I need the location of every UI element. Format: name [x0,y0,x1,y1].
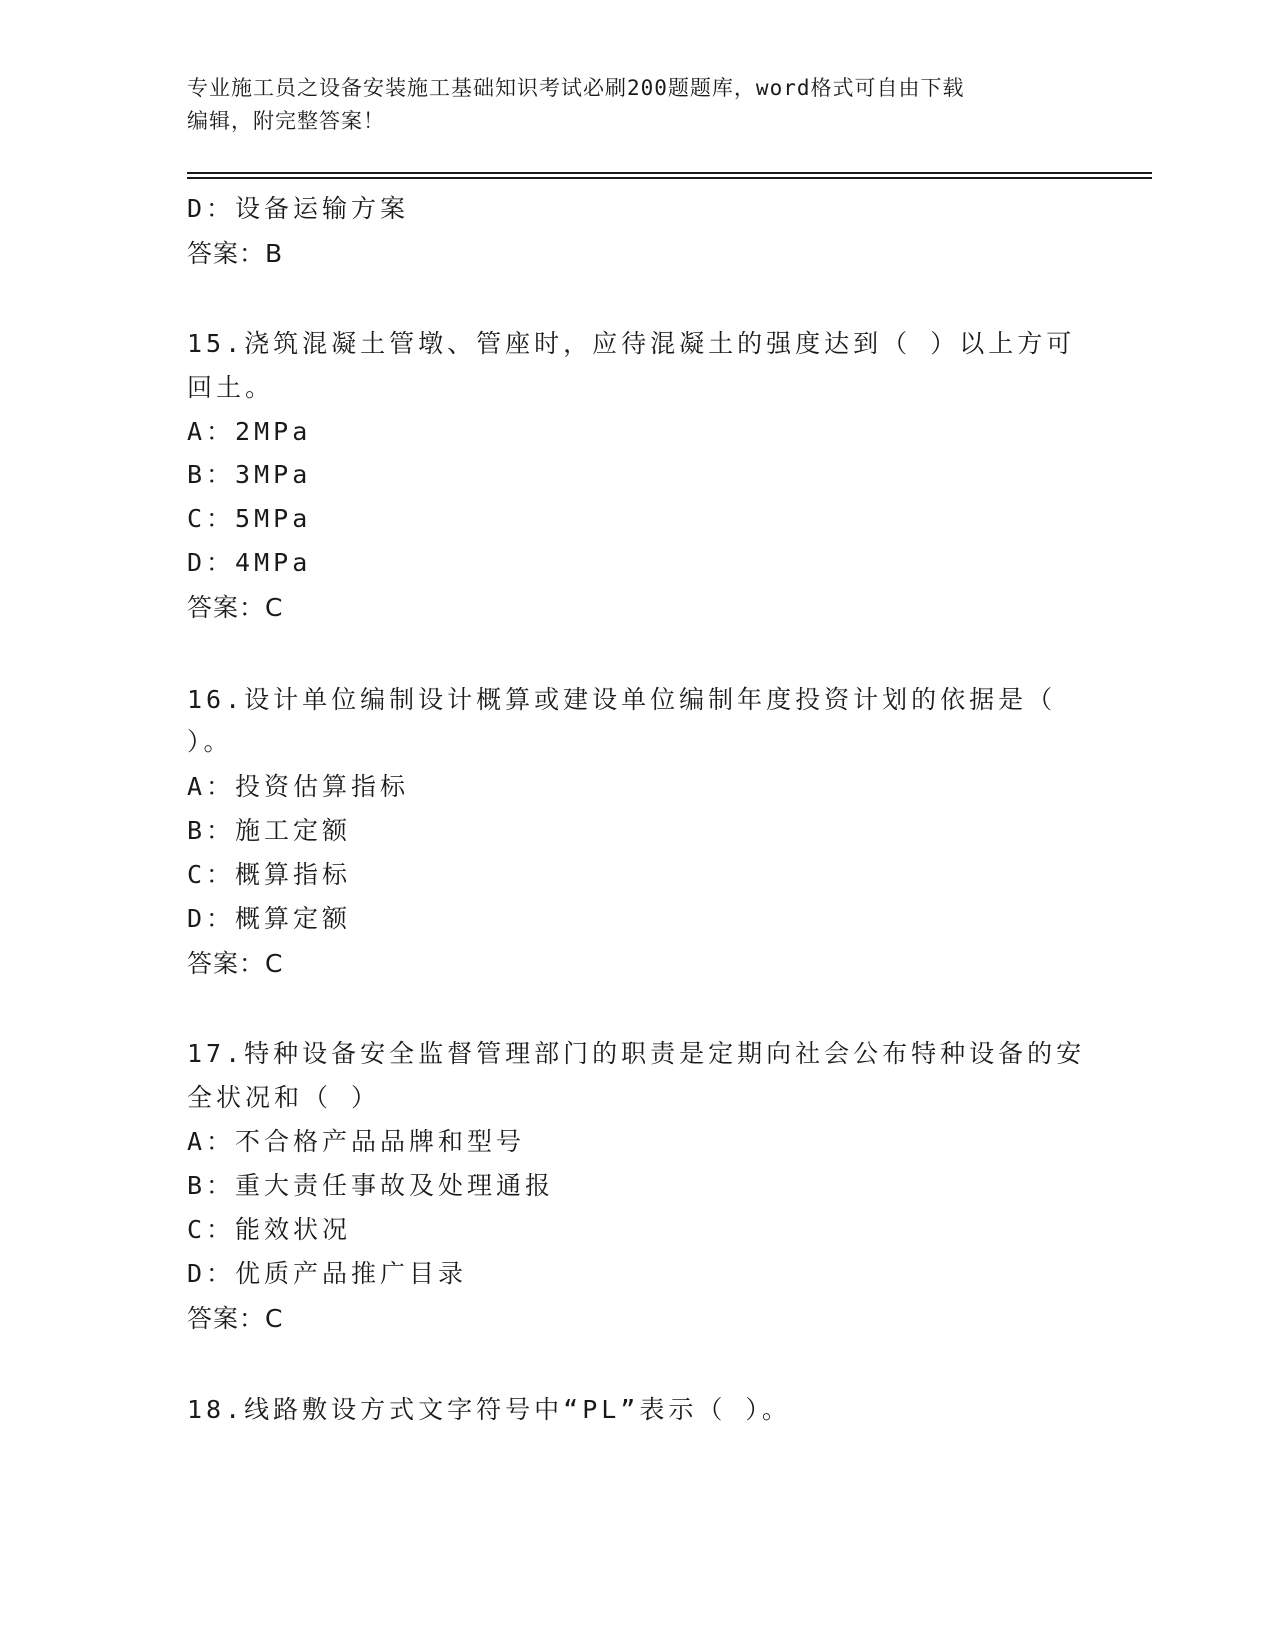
question-stem: 18.线路敷设方式文字符号中“PL”表示（ ）。 [187,1395,791,1424]
option-d: D：概算定额 [187,904,352,933]
question-stem: 15.浇筑混凝土管墩、管座时，应待混凝土的强度达到（ ）以上方可 [187,329,1076,358]
option-b: B：重大责任事故及处理通报 [187,1171,555,1200]
option-d: D：优质产品推广目录 [187,1259,468,1288]
answer: 答案：B [187,239,284,268]
answer: 答案：C [187,593,284,622]
header-divider-top [187,172,1152,174]
answer: 答案：C [187,949,284,978]
question-stem-cont: 回土。 [187,373,275,402]
question-stem-cont: 全状况和（ ） [187,1083,381,1112]
option-a: A：不合格产品品牌和型号 [187,1127,526,1156]
header-title-line2: 编辑，附完整答案！ [187,109,385,133]
option-b: B：3MPa [187,460,312,489]
option-a: A：投资估算指标 [187,772,410,801]
option-a: A：2MPa [187,417,312,446]
question-stem: 17.特种设备安全监督管理部门的职责是定期向社会公布特种设备的安 [187,1039,1086,1068]
option-c: C：5MPa [187,504,312,533]
header-divider-bottom [187,177,1152,179]
answer: 答案：C [187,1304,284,1333]
option-c: C：能效状况 [187,1215,352,1244]
option-d: D：4MPa [187,548,312,577]
option-b: B：施工定额 [187,816,352,845]
header-title-line1: 专业施工员之设备安装施工基础知识考试必刷200题题库，word格式可自由下载 [187,76,965,100]
option-d: D：设备运输方案 [187,194,410,223]
question-stem: 16.设计单位编制设计概算或建设单位编制年度投资计划的依据是（ [187,685,1057,714]
option-c: C：概算指标 [187,860,352,889]
document-header [187,72,1067,138]
question-stem-cont: ）。 [187,727,233,756]
